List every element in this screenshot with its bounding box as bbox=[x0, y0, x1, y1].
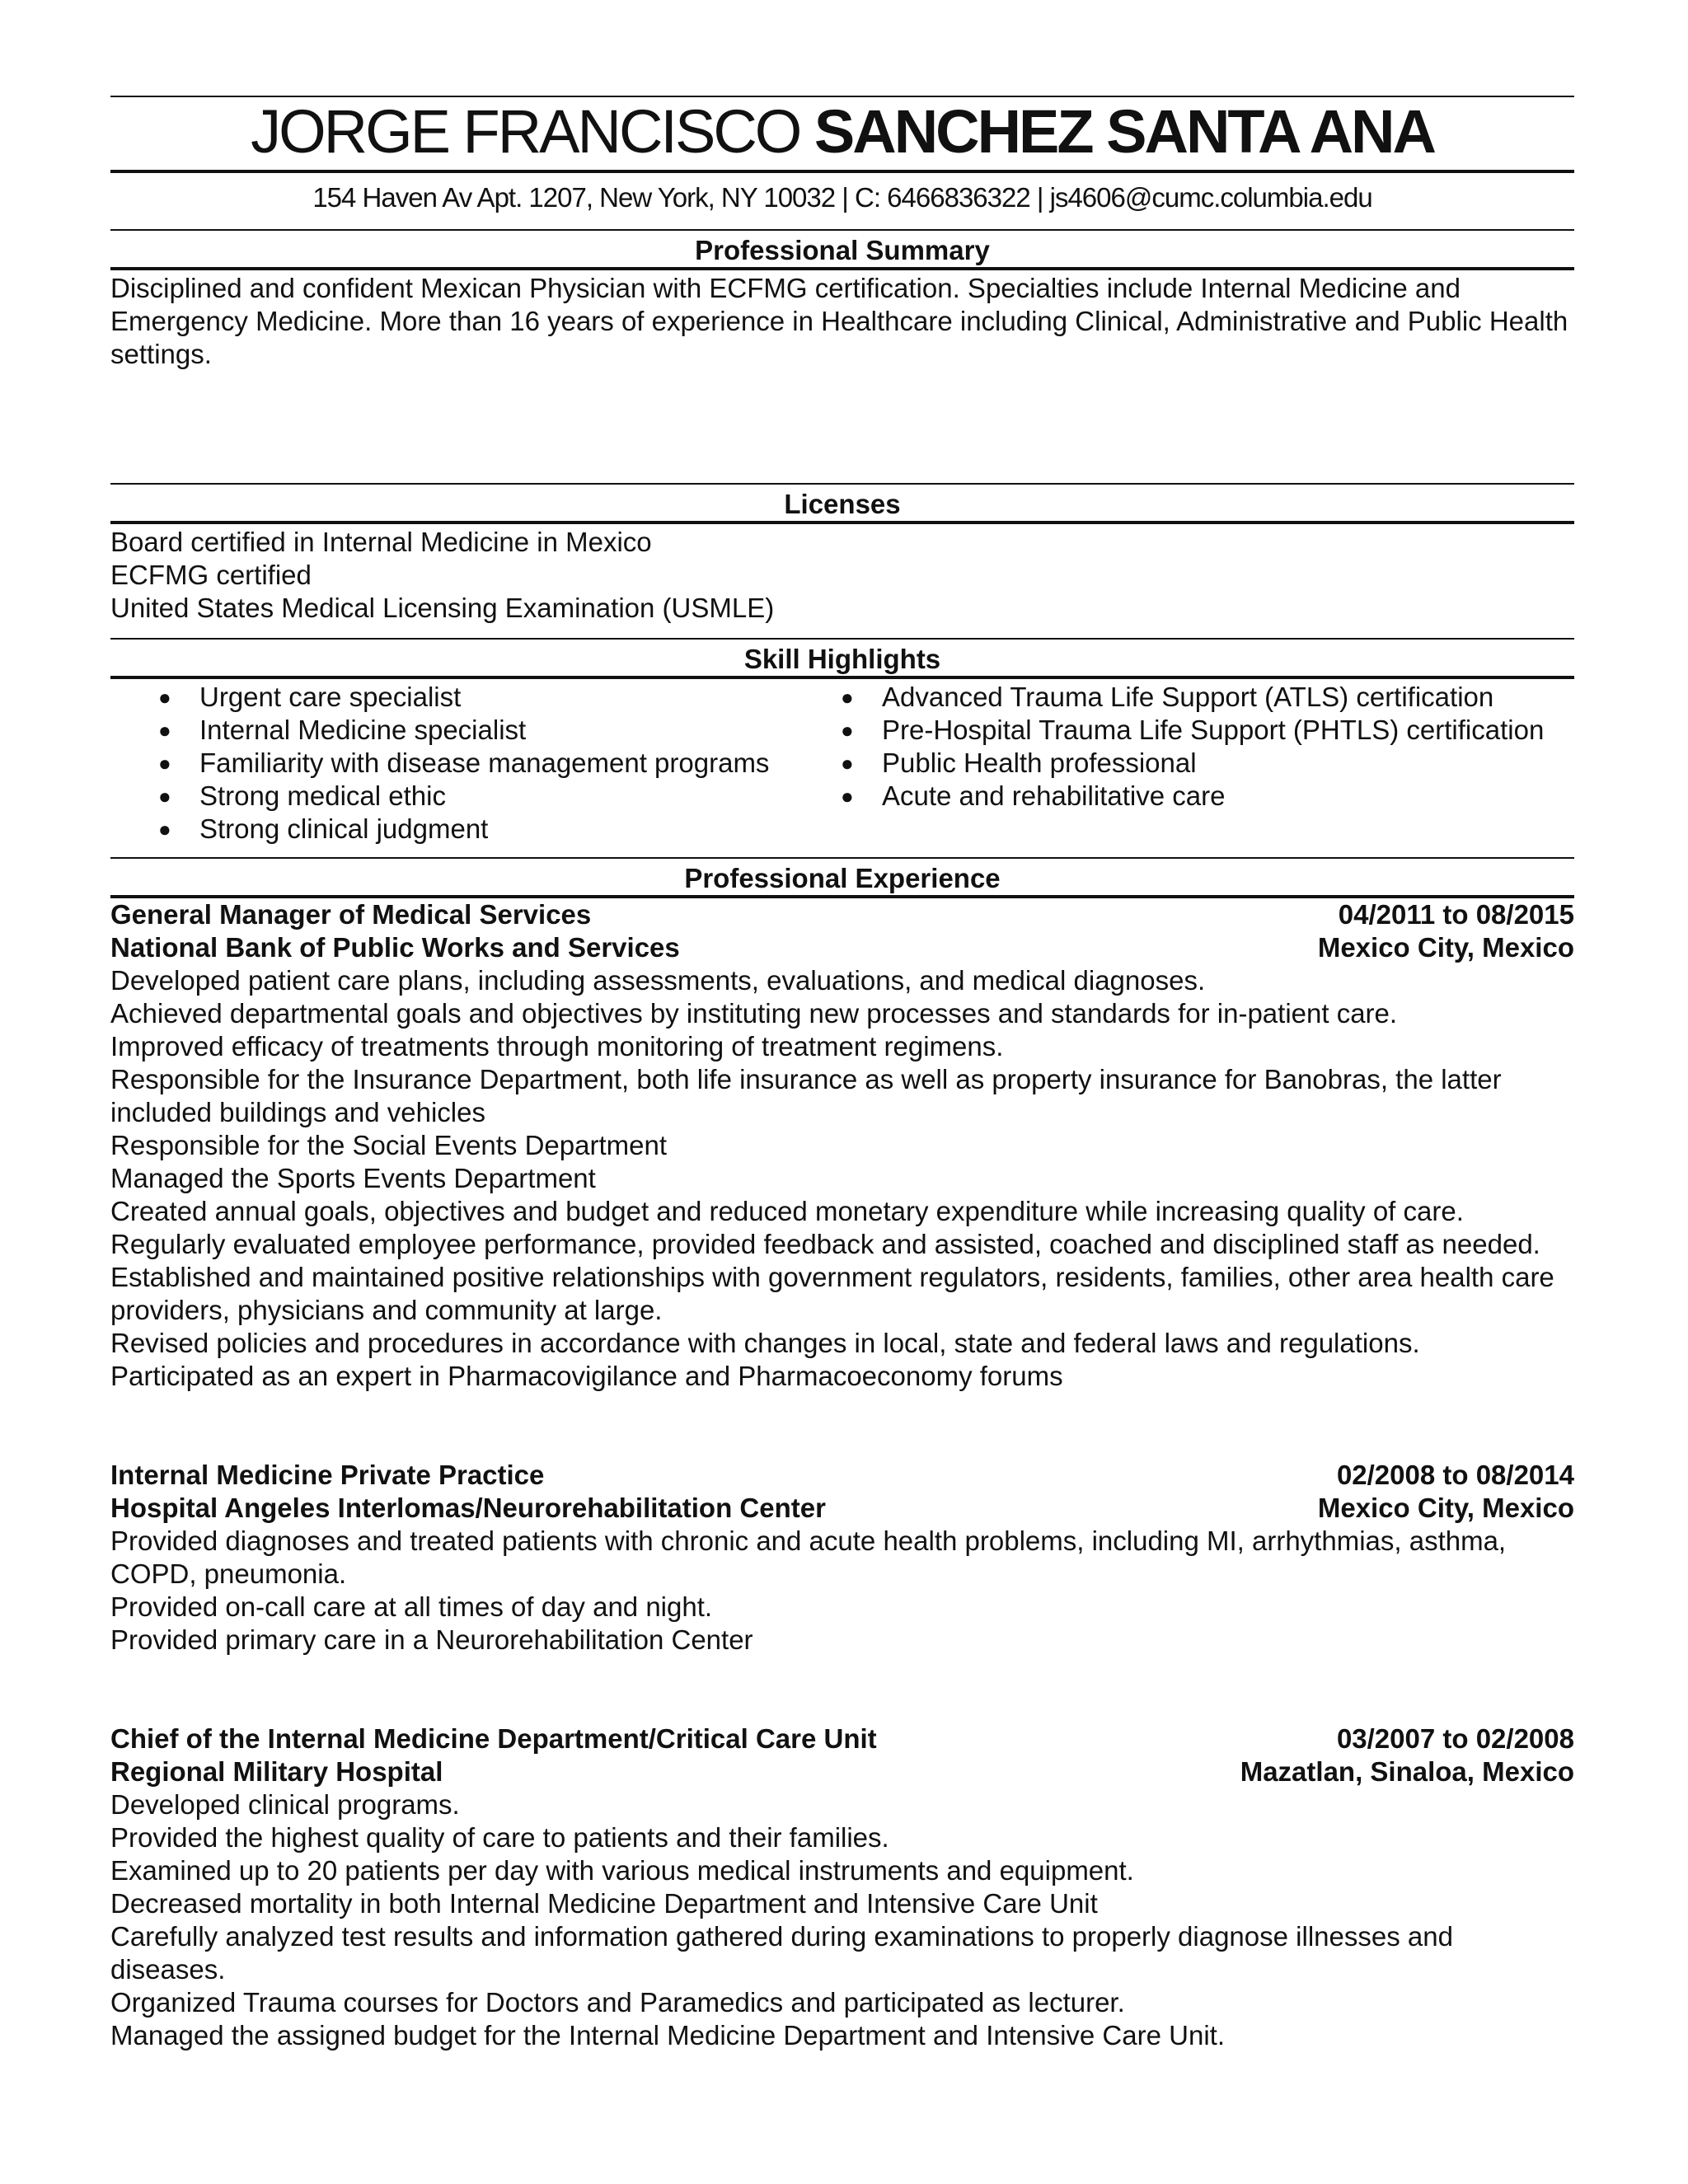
license-item: ECFMG certified bbox=[110, 560, 312, 590]
job-description bbox=[110, 1525, 1574, 1657]
licenses-list bbox=[110, 524, 1574, 638]
job-location: Mexico City, Mexico bbox=[1317, 932, 1574, 963]
job-line: Managed the Sports Events Department bbox=[110, 1163, 596, 1193]
job-title: General Manager of Medical Services bbox=[110, 899, 592, 930]
skill-item: ● Familiarity with disease management programs bbox=[158, 748, 770, 778]
job-title: Internal Medicine Private Practice bbox=[110, 1460, 545, 1490]
last-name: SANCHEZ SANTA ANA bbox=[814, 97, 1434, 166]
bullet-icon: ● bbox=[158, 751, 171, 776]
job-employer-row bbox=[110, 931, 1574, 964]
job-line: Provided diagnoses and treated patients with chronic and acute health problems, including MI, arrhythmias, asthma, COPD, pneumonia. bbox=[110, 1526, 1507, 1589]
bullet-icon: ● bbox=[158, 685, 171, 710]
job-title: Chief of the Internal Medicine Department/Critical Care Unit bbox=[110, 1723, 877, 1754]
job-location: Mazatlan, Sinaloa, Mexico bbox=[1240, 1756, 1574, 1787]
job-line: Developed patient care plans, including assessments, evaluations, and medical diagnoses. bbox=[110, 965, 1206, 996]
summary-text: Disciplined and confident Mexican Physician with ECFMG certification. Specialties include Internal Medicine and Emergency Medicine. More than 16 years of experience in Healthcare including Clinical, Administrative and Public Health settings. bbox=[110, 273, 1568, 369]
job-dates: 03/2007 to 02/2008 bbox=[1336, 1723, 1574, 1754]
job-line: Responsible for the Social Events Department bbox=[110, 1130, 668, 1160]
job-line: Carefully analyzed test results and information gathered during examinations to properly diagnose illnesses and diseases. bbox=[110, 1921, 1453, 1985]
skill-item: ● Urgent care specialist bbox=[158, 682, 462, 712]
job-line: Managed the assigned budget for the Internal Medicine Department and Intensive Care Unit. bbox=[110, 2020, 1225, 2050]
bullet-icon: ● bbox=[158, 718, 171, 743]
first-name: JORGE FRANCISCO bbox=[251, 97, 800, 166]
skills-list bbox=[110, 679, 1574, 857]
job-line: Participated as an expert in Pharmacovigilance and Pharmacoeconomy forums bbox=[110, 1361, 1063, 1391]
job-line: Organized Trauma courses for Doctors and Paramedics and participated as lecturer. bbox=[110, 1987, 1125, 2018]
job-employer: Regional Military Hospital bbox=[110, 1756, 443, 1787]
job-header bbox=[110, 1459, 1574, 1492]
job-location: Mexico City, Mexico bbox=[1317, 1493, 1574, 1523]
skill-item: ● Pre-Hospital Trauma Life Support (PHTLS) certification bbox=[841, 715, 1545, 745]
job-dates: 04/2011 to 08/2015 bbox=[1338, 899, 1574, 930]
job-line: Provided primary care in a Neurorehabilitation Center bbox=[110, 1624, 753, 1655]
job-line: Developed clinical programs. bbox=[110, 1789, 460, 1820]
experience-title: Professional Experience bbox=[684, 863, 1001, 893]
bullet-icon: ● bbox=[841, 751, 854, 776]
job-line: Established and maintained positive relationships with government regulators, residents, families, other area health care providers, physicians and community at large. bbox=[110, 1262, 1554, 1325]
job-line: Examined up to 20 patients per day with various medical instruments and equipment. bbox=[110, 1855, 1134, 1886]
skill-item: ● Acute and rehabilitative care bbox=[841, 780, 1226, 811]
skills-right-column bbox=[841, 681, 1574, 857]
license-item: Board certified in Internal Medicine in Mexico bbox=[110, 527, 652, 557]
skills-left-column bbox=[110, 681, 841, 857]
job-description bbox=[110, 1788, 1574, 2052]
bullet-icon: ● bbox=[841, 784, 854, 808]
skill-item: ● Strong medical ethic bbox=[158, 780, 446, 811]
job-entry bbox=[110, 1459, 1574, 1657]
skills-title: Skill Highlights bbox=[743, 644, 941, 674]
skill-item: ● Internal Medicine specialist bbox=[158, 715, 527, 745]
bullet-icon: ● bbox=[158, 817, 171, 841]
job-entry bbox=[110, 898, 1574, 1393]
skill-item: ● Advanced Trauma Life Support (ATLS) certification bbox=[841, 682, 1494, 712]
bullet-icon: ● bbox=[158, 784, 171, 808]
contact-line: 154 Haven Av Apt. 1207, New York, NY 10032 | C: 6466836322 | js4606@cumc.columbia.edu bbox=[312, 182, 1372, 213]
bullet-icon: ● bbox=[841, 685, 854, 710]
licenses-title: Licenses bbox=[784, 489, 901, 519]
job-line: Provided the highest quality of care to patients and their families. bbox=[110, 1822, 889, 1853]
job-employer: Hospital Angeles Interlomas/Neurorehabilitation Center bbox=[110, 1493, 826, 1523]
summary-title: Professional Summary bbox=[695, 235, 990, 265]
job-header bbox=[110, 898, 1574, 931]
spacer bbox=[110, 1393, 1574, 1459]
job-employer-row bbox=[110, 1755, 1574, 1788]
job-description bbox=[110, 964, 1574, 1393]
job-entry bbox=[110, 1722, 1574, 2052]
job-dates: 02/2008 to 08/2014 bbox=[1336, 1460, 1574, 1490]
job-employer: National Bank of Public Works and Services bbox=[110, 932, 680, 963]
job-line: Improved efficacy of treatments through monitoring of treatment regimens. bbox=[110, 1031, 1004, 1062]
job-line: Regularly evaluated employee performance, provided feedback and assisted, coached and disciplined staff as needed. bbox=[110, 1229, 1540, 1259]
job-header bbox=[110, 1722, 1574, 1755]
job-line: Created annual goals, objectives and budget and reduced monetary expenditure while increasing quality of care. bbox=[110, 1196, 1464, 1226]
skill-item: ● Strong clinical judgment bbox=[158, 813, 489, 844]
job-line: Achieved departmental goals and objectives by instituting new processes and standards for in-patient care. bbox=[110, 998, 1398, 1029]
job-employer-row bbox=[110, 1492, 1574, 1525]
spacer bbox=[110, 1657, 1574, 1722]
skill-item: ● Public Health professional bbox=[841, 748, 1197, 778]
bullet-icon: ● bbox=[841, 718, 854, 743]
license-item: United States Medical Licensing Examination (USMLE) bbox=[110, 593, 775, 623]
job-line: Provided on-call care at all times of day and night. bbox=[110, 1591, 713, 1622]
job-line: Responsible for the Insurance Department, both life insurance as well as property insurance for Banobras, the latter included buildings and vehicles bbox=[110, 1064, 1502, 1127]
resume-page bbox=[110, 96, 1574, 2052]
job-line: Decreased mortality in both Internal Medicine Department and Intensive Care Unit bbox=[110, 1888, 1098, 1919]
job-line: Revised policies and procedures in accordance with changes in local, state and federal laws and regulations. bbox=[110, 1328, 1420, 1358]
candidate-name bbox=[110, 97, 1574, 170]
